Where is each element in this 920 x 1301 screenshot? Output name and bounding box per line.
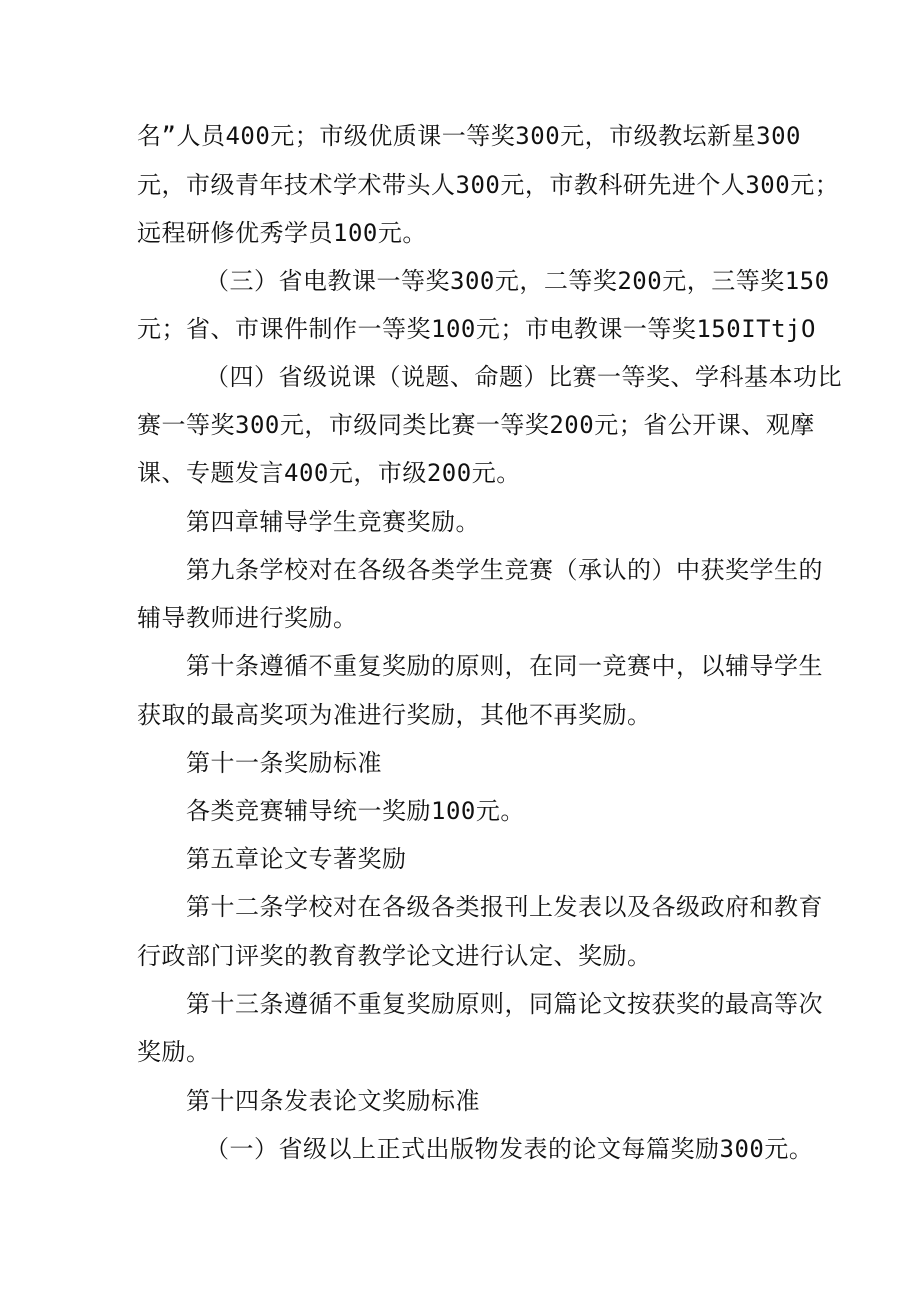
text-line: 第十三条遵循不重复奖励原则，同篇论文按获奖的最高等次	[186, 990, 823, 1018]
text-line: 第十条遵循不重复奖励的原则，在同一竞赛中，以辅导学生	[186, 652, 823, 680]
text-line: （三）省电教课一等奖300元，二等奖200元，三等奖150	[205, 267, 830, 295]
text-line: 第十二条学校对在各级各类报刊上发表以及各级政府和教育	[186, 893, 823, 921]
text-line: 第九条学校对在各级各类学生竞赛（承认的）中获奖学生的	[186, 556, 823, 584]
text-line: 元；省、市课件制作一等奖100元；市电教课一等奖150ITtjO	[137, 315, 816, 343]
text-line: （一）省级以上正式出版物发表的论文每篇奖励300元。	[205, 1135, 814, 1163]
text-line: 赛一等奖300元，市级同类比赛一等奖200元；省公开课、观摩	[137, 411, 815, 439]
text-line: 第十一条奖励标准	[186, 749, 382, 777]
text-line: 课、专题发言400元，市级200元。	[137, 459, 521, 487]
text-line: 行政部门评奖的教育教学论文进行认定、奖励。	[137, 942, 652, 970]
text-line: 第四章辅导学生竞赛奖励。	[186, 508, 480, 536]
text-line: （四）省级说课（说题、命题）比赛一等奖、学科基本功比	[205, 363, 842, 391]
text-line: 第五章论文专著奖励	[186, 845, 407, 873]
text-line: 获取的最高奖项为准进行奖励，其他不再奖励。	[137, 701, 652, 729]
text-line: 奖励。	[137, 1038, 211, 1066]
text-line: 元，市级青年技术学术带头人300元，市教科研先进个人300元；	[137, 171, 840, 199]
text-line: 名”人员400元；市级优质课一等奖300元，市级教坛新星300	[137, 122, 801, 150]
text-line: 远程研修优秀学员100元。	[137, 219, 427, 247]
text-line: 各类竞赛辅导统一奖励100元。	[186, 797, 525, 825]
text-line: 辅导教师进行奖励。	[137, 604, 358, 632]
text-line: 第十四条发表论文奖励标准	[186, 1087, 480, 1115]
